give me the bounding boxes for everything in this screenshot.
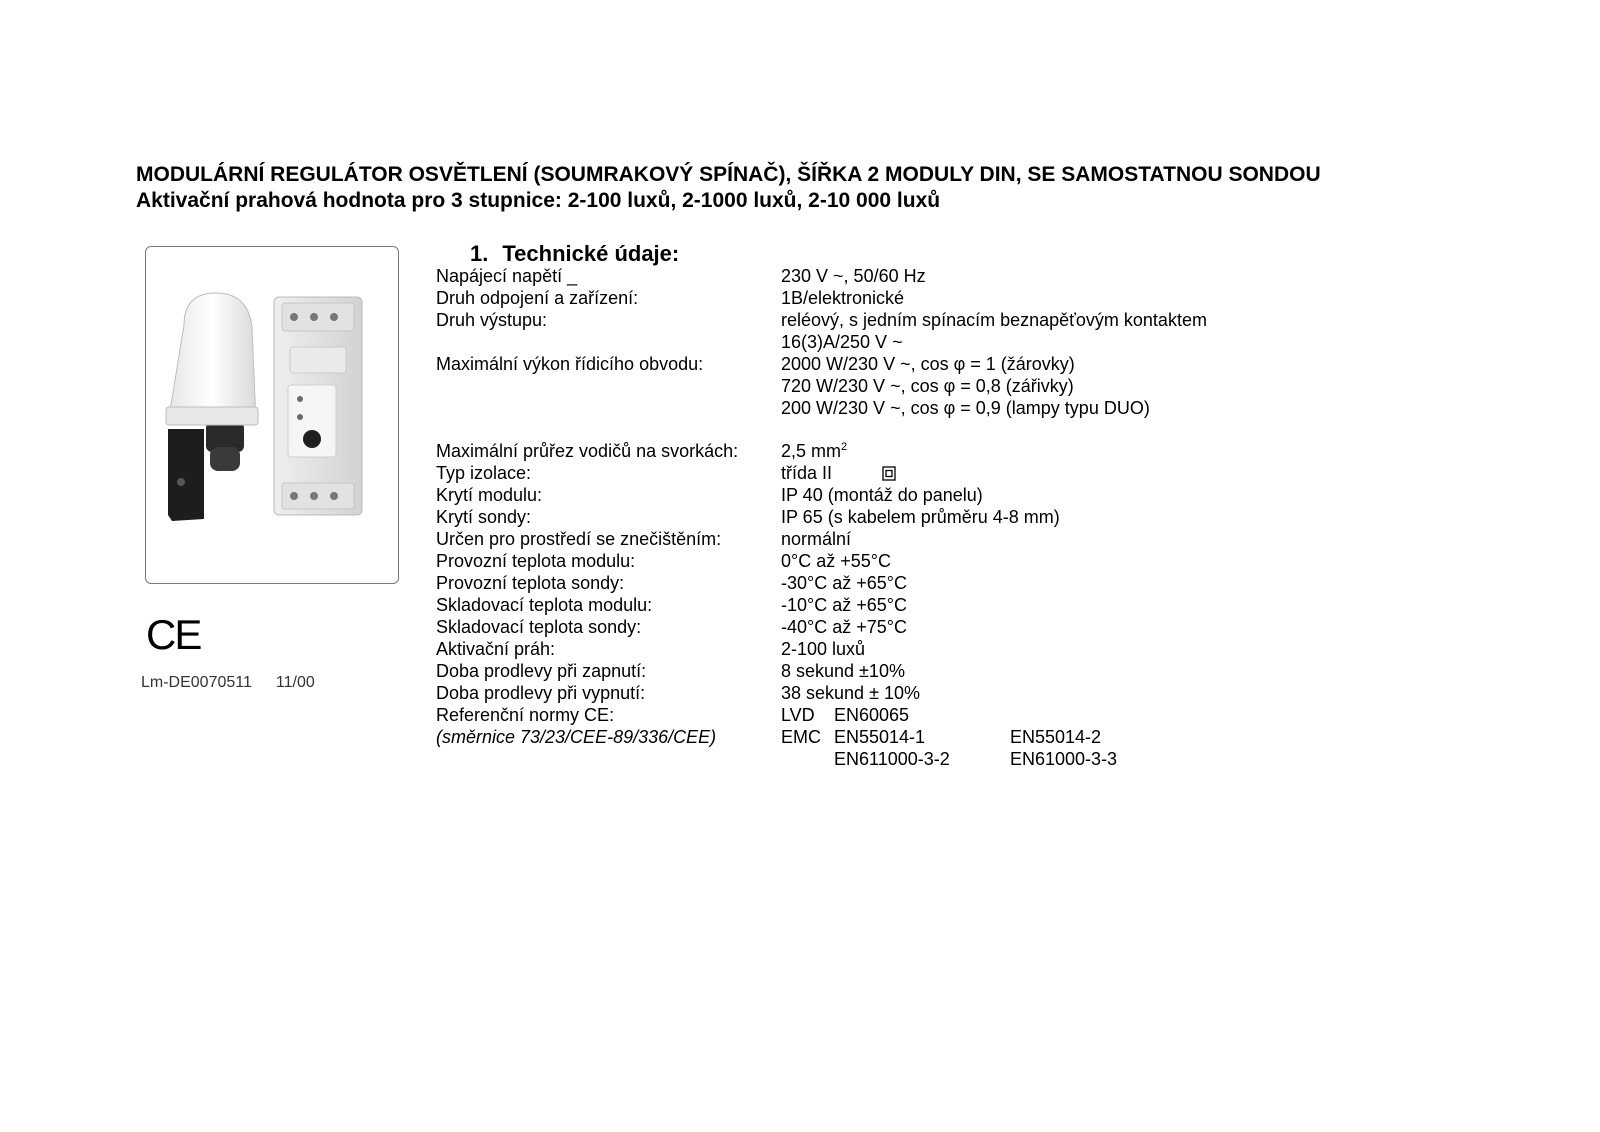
section-number: 1. bbox=[470, 241, 489, 266]
title-line-1: MODULÁRNÍ REGULÁTOR OSVĚTLENÍ (SOUMRAKOVÝ SPÍNAČ), ŠÍŘKA 2 MODULY DIN, SE SAMOSTATNOU SONDOU bbox=[136, 163, 1321, 186]
spec-value: normální bbox=[781, 529, 852, 549]
spec-row-pollution bbox=[436, 528, 1436, 550]
title-line-2: Aktivační prahová hodnota pro 3 stupnice: 2-100 luxů, 2-1000 luxů, 2-10 000 luxů bbox=[136, 189, 941, 212]
spec-value: 8 sekund ±10% bbox=[781, 661, 905, 681]
spec-row-module-storage-temp bbox=[436, 594, 1436, 616]
spec-row-output bbox=[436, 309, 1436, 353]
spec-value-superscript: 2 bbox=[841, 441, 848, 453]
spec-label-directive: (směrnice 73/23/CEE-89/336/CEE) bbox=[436, 727, 717, 747]
product-photo bbox=[145, 246, 399, 584]
spacer bbox=[436, 419, 1436, 440]
spec-label: Druh odpojení a zařízení: bbox=[436, 288, 639, 308]
spec-label: Aktivační práh: bbox=[436, 639, 556, 659]
spec-row-ce-norms bbox=[436, 704, 1436, 770]
norm-key: EMC bbox=[781, 727, 821, 747]
spec-label: Určen pro prostředí se znečištěním: bbox=[436, 529, 722, 549]
spec-row-supply bbox=[436, 265, 1436, 287]
spec-row-cross-section bbox=[436, 440, 1436, 462]
spec-value: 2-100 luxů bbox=[781, 639, 866, 659]
document-reference bbox=[141, 674, 315, 692]
spec-value: 0°C až +55°C bbox=[781, 551, 891, 571]
spec-row-off-delay bbox=[436, 682, 1436, 704]
spec-value-main: třída II bbox=[781, 463, 833, 483]
spec-label: Referenční normy CE: bbox=[436, 705, 615, 725]
spec-label: Doba prodlevy při zapnutí: bbox=[436, 661, 647, 681]
din-module bbox=[274, 297, 362, 515]
norm-value: EN60065 bbox=[834, 705, 910, 725]
probe-gland bbox=[206, 422, 244, 471]
spec-label: Maximální průřez vodičů na svorkách: bbox=[436, 441, 739, 461]
product-illustration bbox=[146, 247, 398, 583]
spec-value: -40°C až +75°C bbox=[781, 617, 907, 637]
norm-row-emc-2 bbox=[781, 748, 1436, 770]
spec-label: Druh výstupu: bbox=[436, 310, 548, 330]
spec-row-probe-protection bbox=[436, 506, 1436, 528]
spec-value: reléový, s jedním spínacím beznapěťovým kontaktem bbox=[781, 310, 1207, 330]
norm-value: EN61000-3-3 bbox=[1010, 749, 1118, 769]
doc-code: Lm-DE0070511 bbox=[141, 674, 252, 691]
class-ii-insulation-icon bbox=[882, 466, 896, 481]
spec-value: 16(3)A/250 V ~ bbox=[781, 332, 903, 352]
spec-value: IP 65 (s kabelem průměru 4-8 mm) bbox=[781, 507, 1060, 527]
spec-label: Napájecí napětí _ bbox=[436, 266, 578, 286]
spec-label: Skladovací teplota sondy: bbox=[436, 617, 642, 637]
spec-value: -30°C až +65°C bbox=[781, 573, 907, 593]
spec-row-on-delay bbox=[436, 660, 1436, 682]
spec-label: Maximální výkon řídicího obvodu: bbox=[436, 354, 704, 374]
spec-value bbox=[781, 462, 1436, 484]
spec-label: Krytí modulu: bbox=[436, 485, 543, 505]
spec-label: Doba prodlevy při vypnutí: bbox=[436, 683, 646, 703]
spec-row-insulation bbox=[436, 462, 1436, 484]
probe-head bbox=[166, 293, 258, 425]
spec-value: 2000 W/230 V ~, cos φ = 1 (žárovky) bbox=[781, 354, 1075, 374]
spec-row-probe-op-temp bbox=[436, 572, 1436, 594]
spec-label: Skladovací teplota modulu: bbox=[436, 595, 653, 615]
spec-value: -10°C až +65°C bbox=[781, 595, 907, 615]
norm-key: LVD bbox=[781, 705, 815, 725]
spec-value: IP 40 (montáž do panelu) bbox=[781, 485, 983, 505]
norm-value: EN55014-2 bbox=[1010, 727, 1102, 747]
spec-row-threshold bbox=[436, 638, 1436, 660]
spec-label: Typ izolace: bbox=[436, 463, 532, 483]
spec-value: 1B/elektronické bbox=[781, 288, 905, 308]
spec-row-disconnection bbox=[436, 287, 1436, 309]
document-title bbox=[136, 162, 1576, 214]
ce-mark: CE bbox=[146, 611, 201, 658]
spec-label: Krytí sondy: bbox=[436, 507, 532, 527]
spec-table bbox=[436, 265, 1436, 770]
section-heading bbox=[470, 240, 679, 268]
spec-value: 230 V ~, 50/60 Hz bbox=[781, 266, 926, 286]
spec-label: Provozní teplota sondy: bbox=[436, 573, 625, 593]
spec-row-max-power bbox=[436, 353, 1436, 419]
norm-row-lvd bbox=[781, 704, 1436, 726]
spec-row-module-op-temp bbox=[436, 550, 1436, 572]
spec-value-main: 2,5 mm bbox=[781, 441, 842, 461]
spec-label: Provozní teplota modulu: bbox=[436, 551, 636, 571]
probe-bracket bbox=[168, 429, 204, 521]
spec-row-probe-storage-temp bbox=[436, 616, 1436, 638]
spec-row-module-protection bbox=[436, 484, 1436, 506]
spec-value: 200 W/230 V ~, cos φ = 0,9 (lampy typu DUO) bbox=[781, 398, 1150, 418]
norm-value: EN55014-1 bbox=[834, 727, 926, 747]
doc-date: 11/00 bbox=[275, 674, 315, 691]
norm-row-emc bbox=[781, 726, 1436, 748]
spec-value: 720 W/230 V ~, cos φ = 0,8 (zářivky) bbox=[781, 376, 1074, 396]
section-title: Technické údaje: bbox=[502, 241, 680, 266]
spec-value bbox=[781, 440, 1436, 462]
norm-value: EN611000-3-2 bbox=[834, 749, 950, 769]
spec-value: 38 sekund ± 10% bbox=[781, 683, 920, 703]
